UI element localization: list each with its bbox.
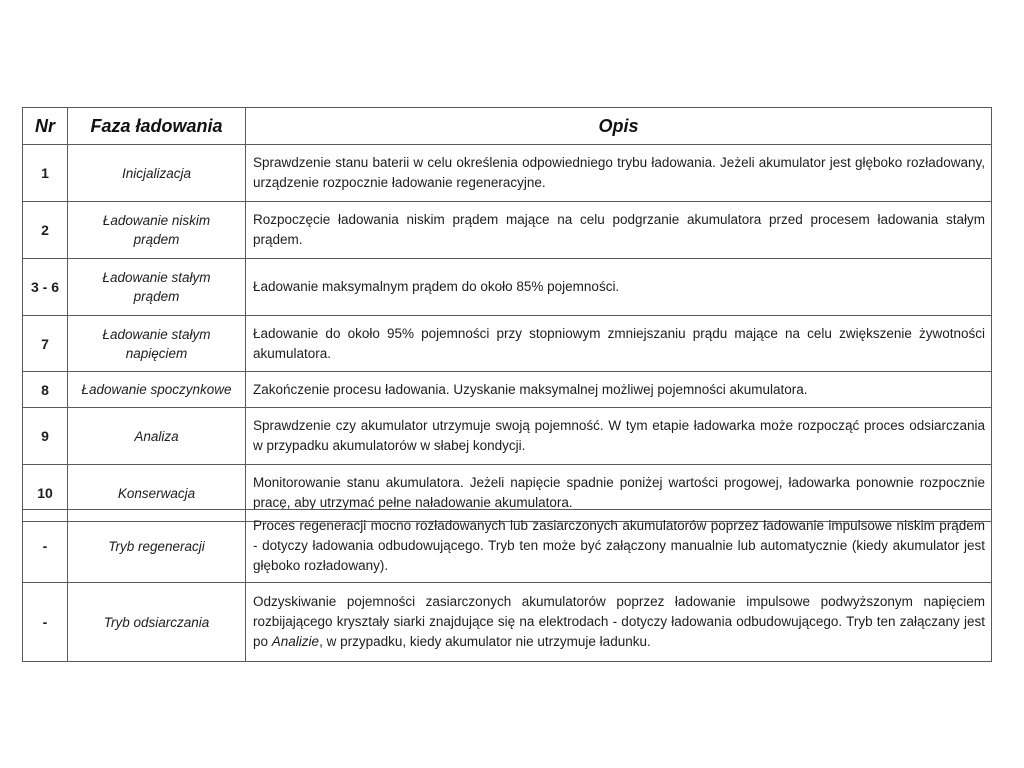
row-nr: 1 xyxy=(23,145,68,202)
row-description: Ładowanie maksymalnym prądem do około 85% pojemności. xyxy=(246,259,992,316)
table-row xyxy=(23,372,992,408)
description-text: , w przypadku, kiedy akumulator nie utrzymuje ładunku. xyxy=(319,634,651,649)
phase-line: prądem xyxy=(133,289,180,304)
row-nr: 7 xyxy=(23,316,68,372)
row-phase xyxy=(68,408,246,465)
phase-line: Inicjalizacja xyxy=(121,165,192,181)
row-phase: Tryb regeneracji xyxy=(68,510,246,583)
row-description: Sprawdzenie stanu baterii w celu określenia odpowiedniego trybu ładowania. Jeżeli akumulator jest głęboko rozładowany, urządzenie rozpocznie ładowanie regeneracyjne. xyxy=(246,145,992,202)
charging-modes-table xyxy=(22,509,992,662)
row-nr: 10 xyxy=(23,465,68,522)
phase-line: napięciem xyxy=(125,345,188,361)
row-phase xyxy=(68,202,246,259)
row-nr: - xyxy=(23,583,68,662)
table-row xyxy=(23,202,992,259)
table-row xyxy=(23,316,992,372)
phase-line: Konserwacja xyxy=(117,485,196,501)
row-phase: Tryb odsiarczania xyxy=(68,583,246,662)
row-description: Ładowanie do około 95% pojemności przy stopniowym zmniejszaniu prądu mające na celu zwiększenie żywotności akumulatora. xyxy=(246,316,992,372)
description-emphasis: Analizie xyxy=(271,634,320,649)
table-row xyxy=(23,510,992,583)
row-description xyxy=(246,583,992,662)
phase-line: Ładowanie stałym xyxy=(102,326,211,342)
row-nr: 3 - 6 xyxy=(23,259,68,316)
row-description: Rozpoczęcie ładowania niskim prądem mające na celu podgrzanie akumulatora przed procesem ładowania stałym prądem. xyxy=(246,202,992,259)
header-description: Opis xyxy=(246,108,992,145)
row-description: Sprawdzenie czy akumulator utrzymuje swoją pojemność. W tym etapie ładowarka może rozpocząć proces odsiarczania w przypadku akumulatorów w słabej kondycji. xyxy=(246,408,992,465)
row-nr: 9 xyxy=(23,408,68,465)
row-phase xyxy=(68,316,246,372)
table-header-row xyxy=(23,108,992,145)
row-phase xyxy=(68,259,246,316)
row-description: Zakończenie procesu ładowania. Uzyskanie maksymalnej możliwej pojemności akumulatora. xyxy=(246,372,992,408)
row-nr: 8 xyxy=(23,372,68,408)
row-nr: 2 xyxy=(23,202,68,259)
phase-line: Ładowanie spoczynkowe xyxy=(81,382,232,397)
phase-line: prądem xyxy=(133,232,180,247)
table-row xyxy=(23,408,992,465)
description-text: Odzyskiwanie pojemności zasiarczonych akumulatorów poprzez ładowanie impulsowe podwyższonym napięciem rozbijającego kryształy siarki znajdujące się na elektrodach - dotyczy ładowania odbudowującego. Tryb ten załączany jest po xyxy=(253,594,985,649)
table-row xyxy=(23,145,992,202)
table-row xyxy=(23,259,992,316)
charging-phases-table xyxy=(22,107,992,522)
header-nr: Nr xyxy=(23,108,68,145)
row-description: Monitorowanie stanu akumulatora. Jeżeli napięcie spadnie poniżej wartości progowej, ładowarka ponownie rozpocznie pracę, aby utrzymać pełne naładowanie akumulatora. xyxy=(246,465,992,522)
phase-line: Analiza xyxy=(134,428,179,444)
phase-line: Ładowanie stałym xyxy=(102,270,211,285)
header-phase: Faza ładowania xyxy=(68,108,246,145)
row-phase xyxy=(68,372,246,408)
row-nr: - xyxy=(23,510,68,583)
phase-line: Ładowanie niskim xyxy=(102,213,211,228)
row-description: Proces regeneracji mocno rozładowanych lub zasiarczonych akumulatorów poprzez ładowanie impulsowe niskim prądem - dotyczy ładowania odbudowującego. Tryb ten może być załączony manualnie lub automatycznie (kiedy akumulator jest głęboko rozładowany). xyxy=(246,510,992,583)
row-phase xyxy=(68,145,246,202)
table-row xyxy=(23,583,992,662)
